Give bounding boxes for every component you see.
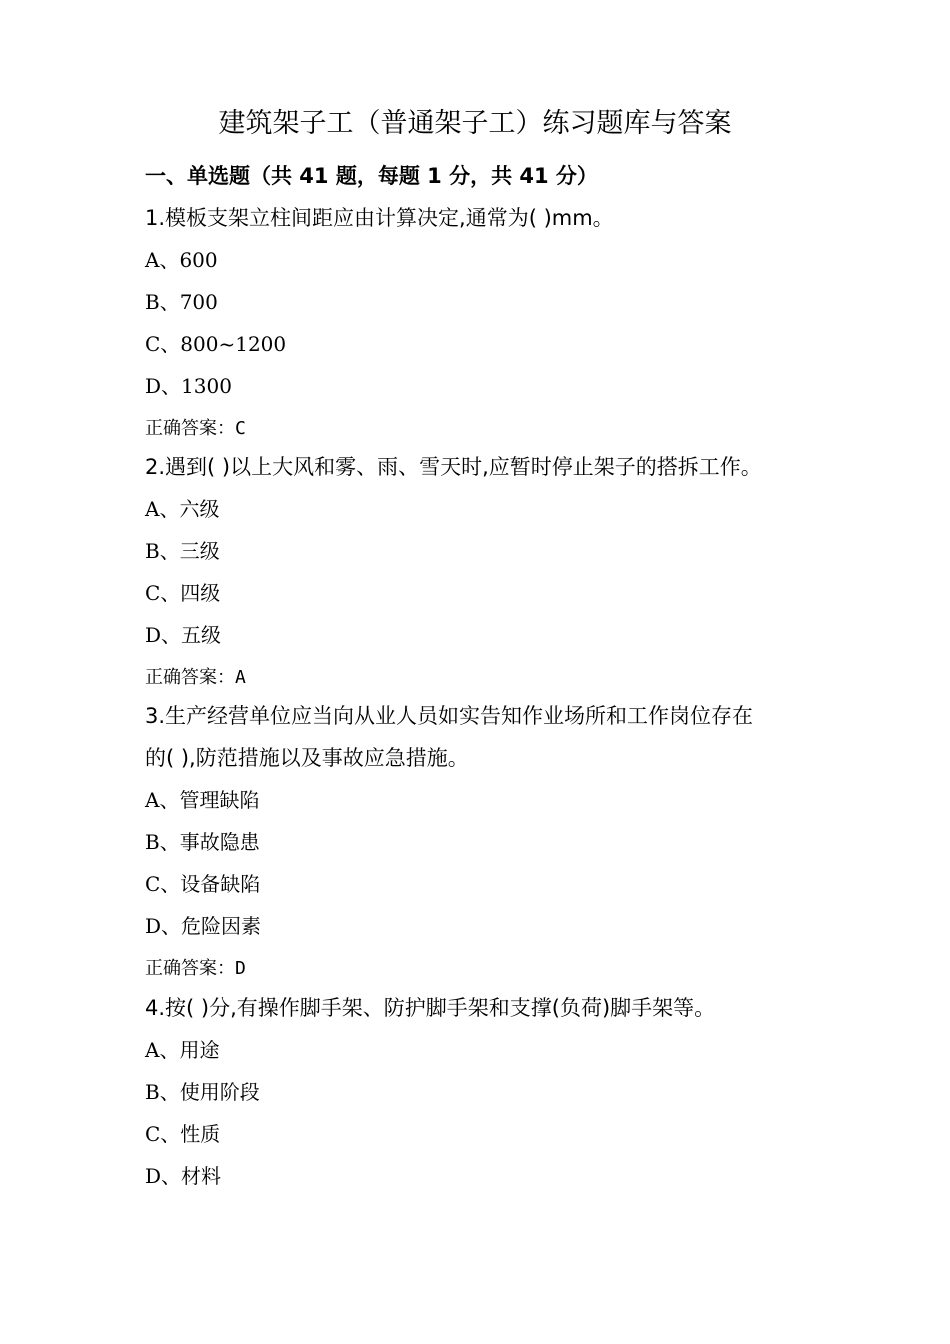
document-title: 建筑架子工（普通架子工）练习题库与答案 [218, 108, 732, 139]
question-4-option-c: C、性质 [145, 1122, 221, 1146]
question-1-text: 1.模板支架立柱间距应由计算决定,通常为( )mm。 [145, 206, 614, 230]
question-3-option-a: A、管理缺陷 [145, 788, 260, 812]
question-1-option-d: D、1300 [145, 374, 232, 398]
question-1-answer: 正确答案：C [145, 418, 246, 439]
question-1-option-c: C、800~1200 [145, 332, 287, 356]
question-3-option-d: D、危险因素 [145, 914, 262, 938]
question-4-option-d: D、材料 [145, 1164, 222, 1188]
question-2-answer: 正确答案：A [145, 667, 246, 688]
question-2-option-b: B、三级 [145, 539, 220, 563]
question-3-text-line-2: 的( ),防范措施以及事故应急措施。 [145, 746, 469, 770]
question-3-option-b: B、事故隐患 [145, 830, 260, 854]
question-2-option-c: C、四级 [145, 581, 221, 605]
question-1-option-a: A、600 [145, 248, 218, 272]
question-2-option-a: A、六级 [145, 497, 220, 521]
question-1-option-b: B、700 [145, 290, 218, 314]
question-3-option-c: C、设备缺陷 [145, 872, 261, 896]
section-heading: 一、单选题（共 41 题，每题 1 分，共 41 分） [145, 164, 598, 188]
question-4-text: 4.按( )分,有操作脚手架、防护脚手架和支撑(负荷)脚手架等。 [145, 996, 716, 1020]
question-4-option-a: A、用途 [145, 1038, 220, 1062]
question-3-answer: 正确答案：D [145, 958, 246, 979]
question-2-option-d: D、五级 [145, 623, 222, 647]
question-4-option-b: B、使用阶段 [145, 1080, 260, 1104]
question-3-text-line-1: 3.生产经营单位应当向从业人员如实告知作业场所和工作岗位存在 [145, 704, 754, 728]
question-2-text: 2.遇到( )以上大风和雾、雨、雪天时,应暂时停止架子的搭拆工作。 [145, 455, 762, 479]
